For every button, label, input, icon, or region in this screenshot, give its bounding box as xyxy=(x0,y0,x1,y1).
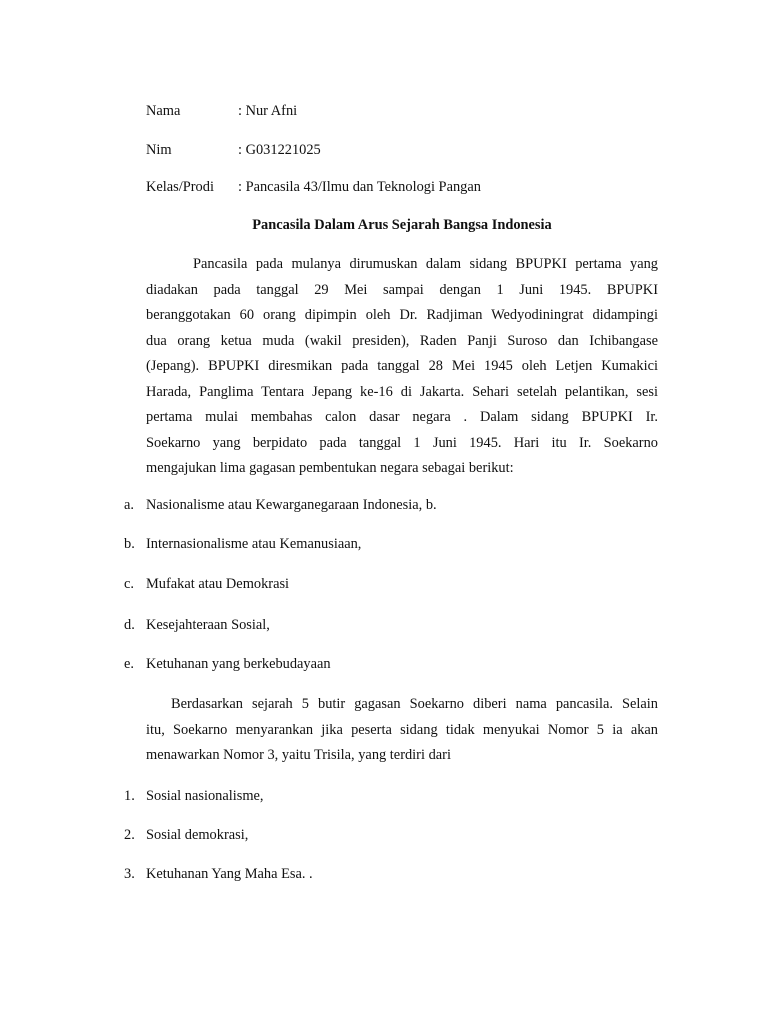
class-value: : Pancasila 43/Ilmu dan Teknologi Pangan xyxy=(238,179,481,195)
list-marker: d. xyxy=(124,617,135,633)
paragraph-line: menawarkan Nomor 3, yaitu Trisila, yang terdiri dari xyxy=(146,747,451,763)
class-label: Kelas/Prodi xyxy=(146,179,214,195)
paragraph-line: Pancasila pada mulanya dirumuskan dalam sidang BPUPKI pertama yang xyxy=(193,256,658,272)
list-marker: c. xyxy=(124,576,134,592)
list-text: Ketuhanan Yang Maha Esa. . xyxy=(146,866,313,882)
document-title: Pancasila Dalam Arus Sejarah Bangsa Indonesia xyxy=(252,217,552,233)
paragraph-line: mengajukan lima gagasan pembentukan negara sebagai berikut: xyxy=(146,460,514,476)
list-marker: 2. xyxy=(124,827,135,843)
paragraph-line: dua orang ketua muda (wakil presiden), Raden Panji Suroso dan Ichibangase xyxy=(146,332,658,349)
paragraph-line: Soekarno yang berpidato pada tanggal 1 Juni 1945. Hari itu Ir. Soekarno xyxy=(146,434,658,451)
list-marker: 3. xyxy=(124,866,135,882)
name-label: Nama xyxy=(146,103,181,119)
paragraph-line: itu, Soekarno menyarankan jika peserta sidang tidak menyukai Nomor 5 ia akan xyxy=(146,721,658,738)
paragraph-line: diadakan pada tanggal 29 Mei sampai dengan 1 Juni 1945. BPUPKI xyxy=(146,281,658,298)
paragraph-line: Berdasarkan sejarah 5 butir gagasan Soekarno diberi nama pancasila. Selain xyxy=(171,696,658,712)
paragraph-line: Harada, Panglima Tentara Jepang ke-16 di Jakarta. Sehari setelah pelantikan, sesi xyxy=(146,383,658,400)
list-text: Ketuhanan yang berkebudayaan xyxy=(146,656,331,672)
list-text: Sosial demokrasi, xyxy=(146,827,249,843)
list-marker: e. xyxy=(124,656,134,672)
paragraph-line: beranggotakan 60 orang dipimpin oleh Dr. Radjiman Wedyodiningrat didampingi xyxy=(146,307,658,323)
list-text: Mufakat atau Demokrasi xyxy=(146,576,290,592)
name-value: : Nur Afni xyxy=(238,103,298,119)
paragraph-line: pertama mulai membahas calon dasar negara . Dalam sidang BPUPKI Ir. xyxy=(146,409,658,425)
list-text: Kesejahteraan Sosial, xyxy=(146,617,270,633)
nim-value: : G031221025 xyxy=(238,142,321,158)
list-text: Sosial nasionalisme, xyxy=(146,788,264,804)
list-marker: b. xyxy=(124,536,135,552)
list-text: Nasionalisme atau Kewarganegaraan Indonesia, b. xyxy=(146,497,437,513)
paragraph-2 xyxy=(146,692,658,769)
paragraph-1 xyxy=(146,252,658,482)
paragraph-line: (Jepang). BPUPKI diresmikan pada tanggal 28 Mei 1945 oleh Letjen Kumakici xyxy=(146,358,658,374)
nim-label: Nim xyxy=(146,142,172,158)
list-marker: 1. xyxy=(124,788,135,804)
list-marker: a. xyxy=(124,497,134,513)
list-text: Internasionalisme atau Kemanusiaan, xyxy=(146,536,362,552)
